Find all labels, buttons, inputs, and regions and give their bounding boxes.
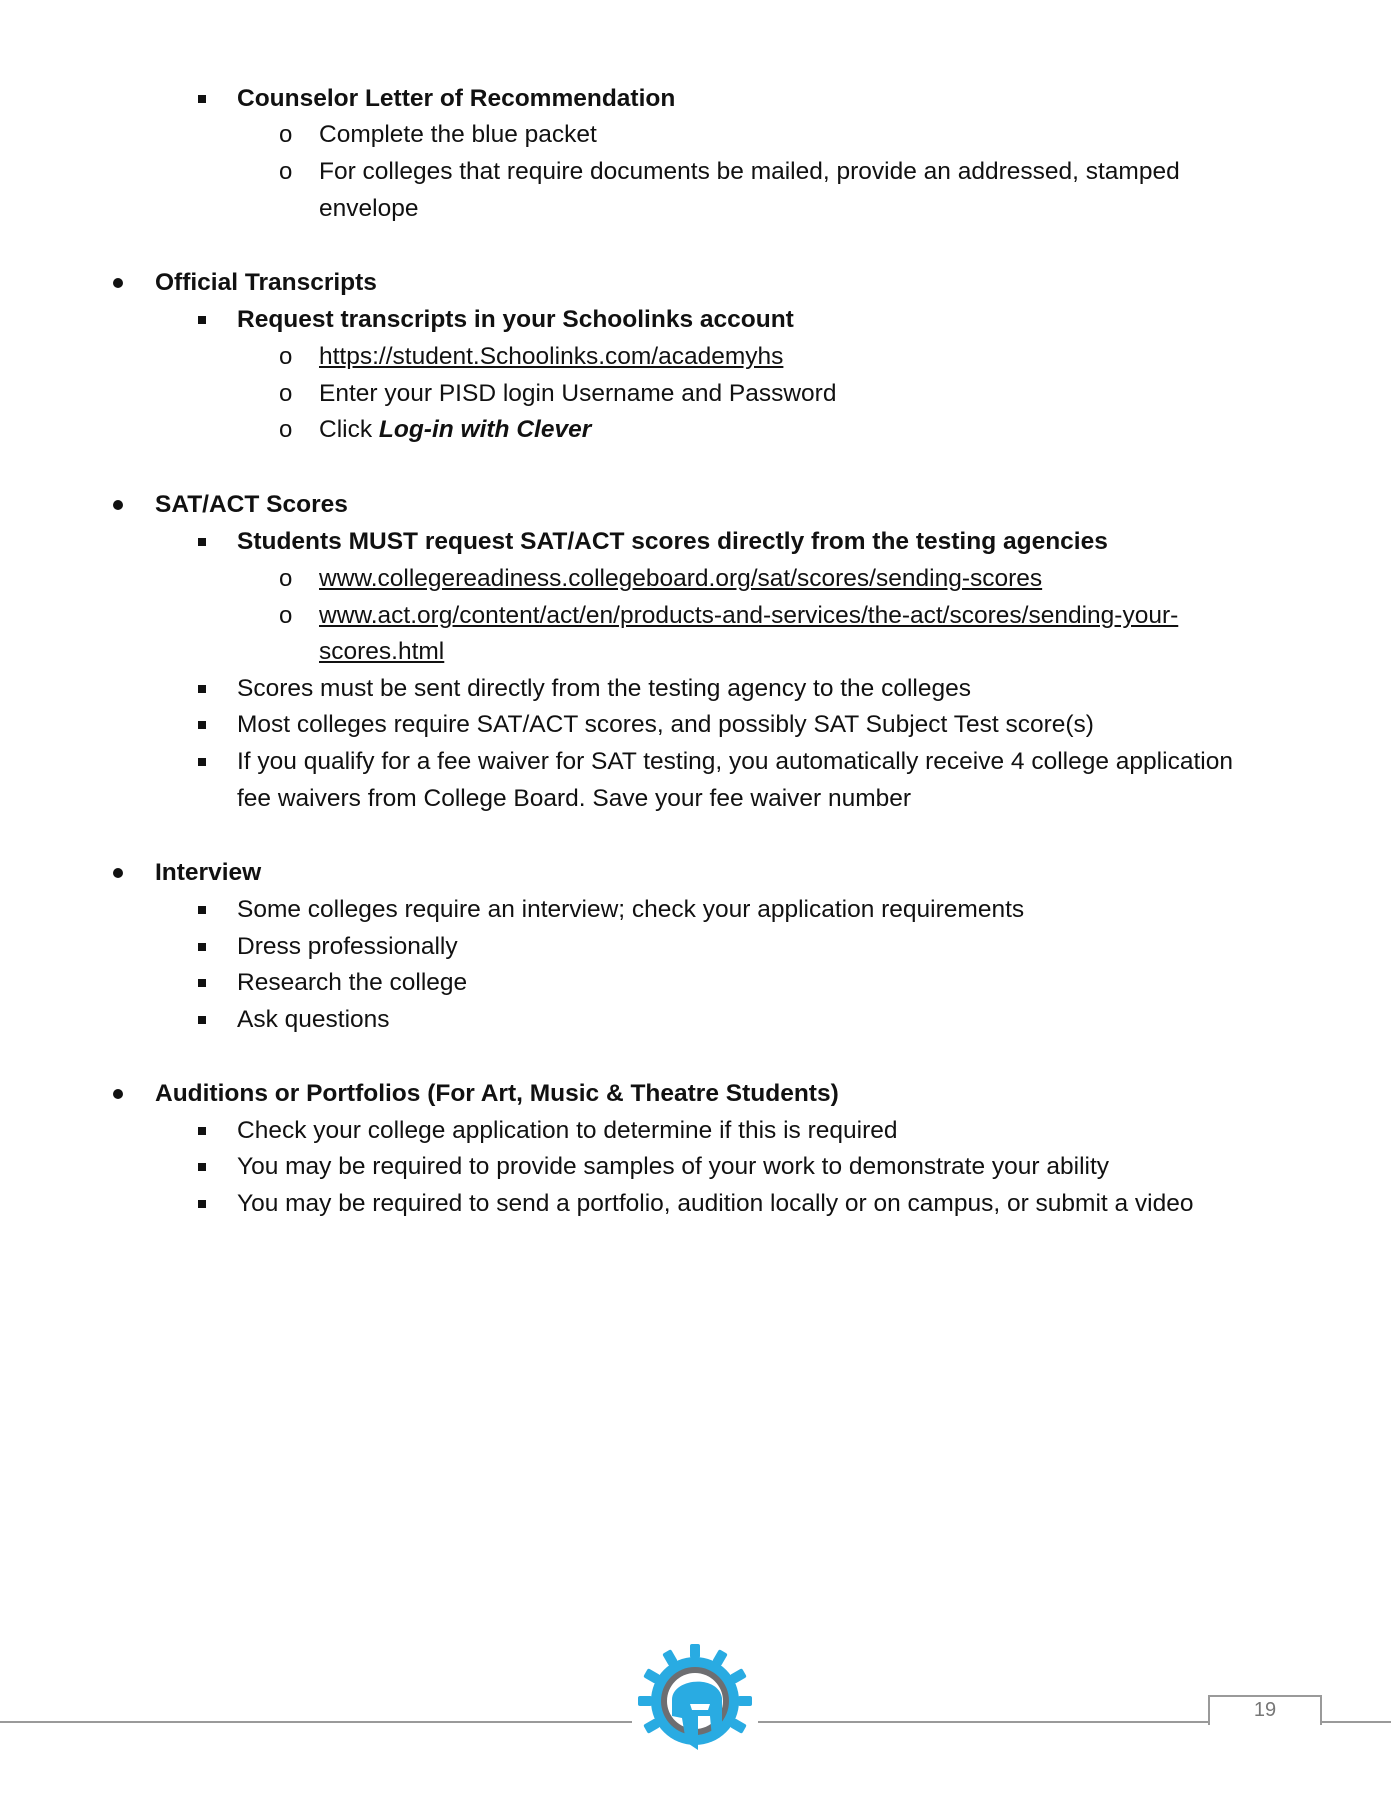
square-bullet-icon xyxy=(198,1163,206,1171)
dot-bullet-icon xyxy=(113,500,123,510)
scores-link-item xyxy=(279,561,1043,598)
auditions-heading: Auditions or Portfolios (For Art, Music & Theatre Students) xyxy=(155,1076,839,1113)
circle-bullet-icon: o xyxy=(279,121,293,148)
square-bullet-icon xyxy=(198,316,206,324)
square-bullet-icon xyxy=(198,538,206,546)
square-bullet-icon xyxy=(198,1127,206,1135)
counselor-item: o Complete the blue packet xyxy=(319,117,597,154)
auditions-item: You may be required to send a portfolio, audition locally or on campus, or submit a video xyxy=(237,1186,1194,1223)
interview-item: Dress professionally xyxy=(237,929,458,966)
square-bullet-icon xyxy=(198,1200,206,1208)
counselor-item-continued: envelope xyxy=(319,195,419,222)
interview-item: Some colleges require an interview; check your application requirements xyxy=(237,892,1024,929)
circle-bullet-icon: o xyxy=(279,416,293,443)
scores-link-item xyxy=(279,598,1179,635)
footer-rule-left xyxy=(0,1721,632,1723)
square-bullet-icon xyxy=(198,95,206,103)
dot-bullet-icon xyxy=(113,278,123,288)
dot-bullet-icon xyxy=(113,868,123,878)
square-bullet-icon xyxy=(198,943,206,951)
square-bullet-icon xyxy=(198,721,206,729)
scores-heading: SAT/ACT Scores xyxy=(155,487,348,524)
square-bullet-icon xyxy=(198,758,206,766)
square-bullet-icon xyxy=(198,685,206,693)
counselor-item: o For colleges that require documents be mailed, provide an addressed, stamped xyxy=(319,154,1180,191)
scores-link-item-continued xyxy=(319,634,444,671)
circle-bullet-icon: o xyxy=(279,565,293,592)
scores-bullet: If you qualify for a fee waiver for SAT testing, you automatically receive 4 college application xyxy=(237,744,1233,781)
scores-bullet-continued: fee waivers from College Board. Save your fee waiver number xyxy=(237,785,912,812)
act-link[interactable]: www.act.org/content/act/en/products-and-services/the-act/scores/sending-your- xyxy=(319,602,1179,629)
dot-bullet-icon xyxy=(113,1089,123,1099)
auditions-item: You may be required to provide samples of your work to demonstrate your ability xyxy=(237,1149,1109,1186)
act-link-continued[interactable]: scores.html xyxy=(319,638,445,665)
circle-bullet-icon: o xyxy=(279,343,293,370)
square-bullet-icon xyxy=(198,906,206,914)
collegeboard-link[interactable]: www.collegereadiness.collegeboard.org/sat/scores/sending-scores xyxy=(319,565,1043,592)
schoolinks-link[interactable]: https://student.Schoolinks.com/academyhs xyxy=(319,343,784,370)
square-bullet-icon xyxy=(198,1016,206,1024)
counselor-heading: Counselor Letter of Recommendation xyxy=(237,81,675,118)
clever-login-emphasis: Log-in with Clever xyxy=(378,416,592,443)
interview-item: Research the college xyxy=(237,965,467,1002)
scores-bullet: Most colleges require SAT/ACT scores, and possibly SAT Subject Test score(s) xyxy=(237,707,1094,744)
interview-item: Ask questions xyxy=(237,1002,390,1039)
spartan-helmet-gear-logo-icon xyxy=(632,1638,758,1764)
scores-bullet: Scores must be sent directly from the testing agency to the colleges xyxy=(237,671,971,708)
page-number: 19 xyxy=(1253,1699,1277,1721)
transcripts-item: o Enter your PISD login Username and Password xyxy=(319,376,836,413)
transcripts-heading: Official Transcripts xyxy=(155,265,377,302)
transcripts-item xyxy=(279,339,784,376)
circle-bullet-icon: o xyxy=(279,602,293,629)
scores-subheading: Students MUST request SAT/ACT scores directly from the testing agencies xyxy=(237,524,1108,561)
interview-heading: Interview xyxy=(155,855,261,892)
circle-bullet-icon: o xyxy=(279,380,293,407)
transcripts-item: o Click Log-in with Clever xyxy=(319,412,591,449)
square-bullet-icon xyxy=(198,979,206,987)
transcripts-subheading: Request transcripts in your Schoolinks account xyxy=(237,302,794,339)
auditions-item: Check your college application to determine if this is required xyxy=(237,1113,897,1150)
page-number-box xyxy=(1208,1695,1322,1725)
circle-bullet-icon: o xyxy=(279,158,293,185)
